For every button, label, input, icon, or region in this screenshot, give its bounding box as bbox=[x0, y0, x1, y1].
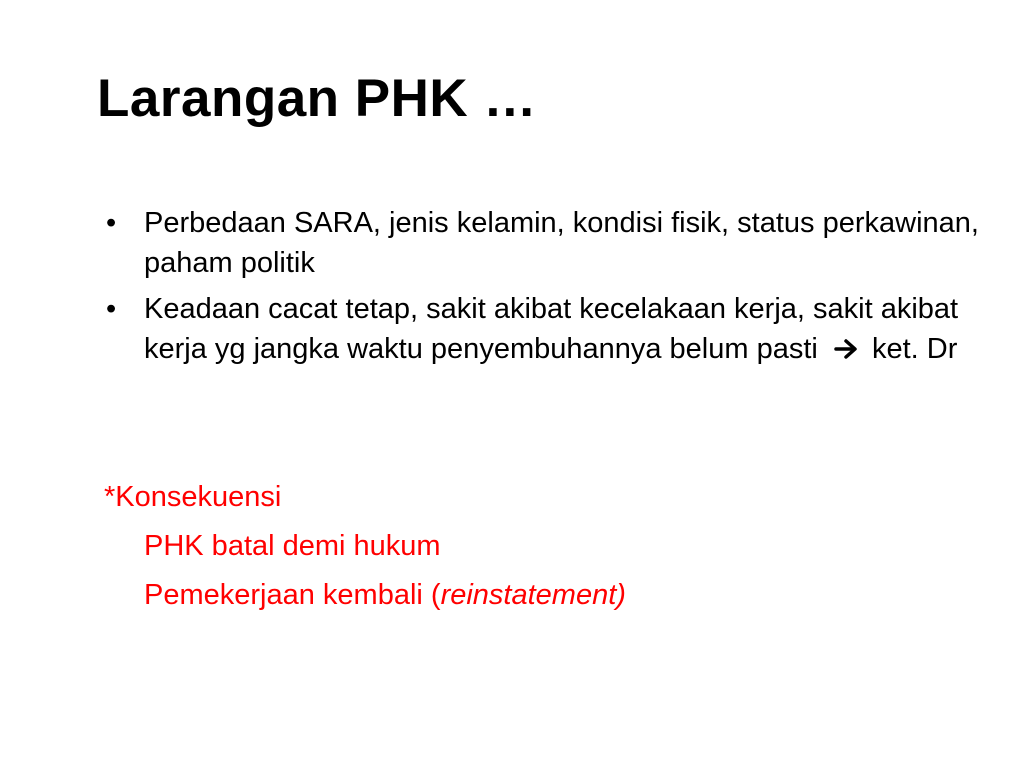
consequence-line-2-italic: reinstatement) bbox=[440, 579, 626, 611]
bullet-marker: • bbox=[106, 293, 117, 325]
consequence-line-1: PHK batal demi hukum bbox=[144, 530, 441, 562]
consequence-block bbox=[104, 473, 626, 620]
bullet-text: Perbedaan SARA, jenis kelamin, kondisi fisik, status perkawinan, paham politik bbox=[144, 207, 979, 279]
consequence-heading: *Konsekuensi bbox=[104, 481, 282, 513]
list-item bbox=[104, 203, 984, 283]
bullet-text: Keadaan cacat tetap, sakit akibat kecelakaan kerja, sakit akibat kerja yg jangka waktu penyembuhannya belum pasti bbox=[144, 293, 959, 365]
consequence-line-2-prefix: Pemekerjaan kembali ( bbox=[144, 579, 441, 611]
bullet-text-suffix: ket. Dr bbox=[871, 333, 958, 365]
slide-title: Larangan PHK … bbox=[97, 69, 537, 128]
bullet-list bbox=[104, 203, 984, 377]
list-item bbox=[104, 289, 984, 371]
bullet-marker: • bbox=[106, 207, 117, 239]
consequence-line-2 bbox=[104, 571, 626, 620]
right-arrow-icon bbox=[834, 331, 860, 371]
